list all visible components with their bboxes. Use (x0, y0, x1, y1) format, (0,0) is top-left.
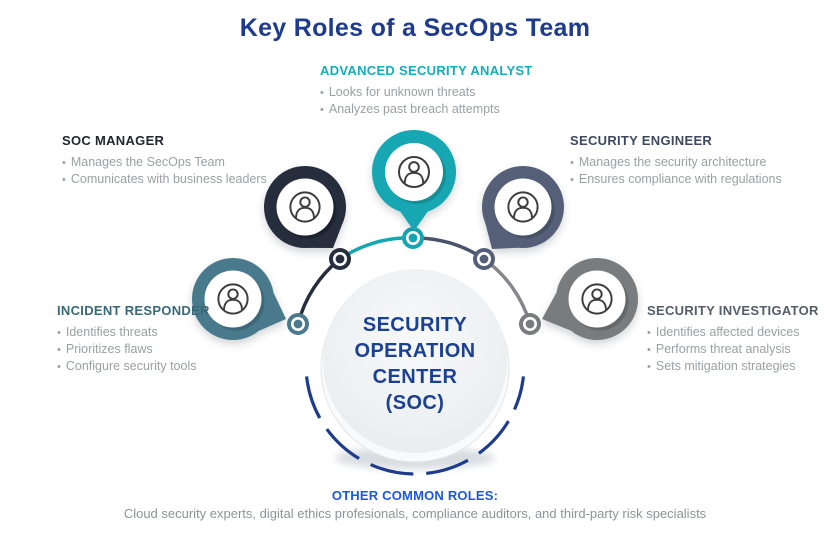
soc-center-line: CENTER (372, 366, 458, 388)
role-label: INCIDENT RESPONDER (57, 303, 210, 318)
role-block-incident-responder (57, 303, 277, 375)
role-bullet: • Performs threat analysis (647, 341, 827, 358)
role-bullet-list (647, 324, 827, 375)
role-label: SECURITY INVESTIGATOR (647, 303, 819, 318)
role-bullet: • Manages the SecOps Team (62, 154, 312, 171)
ring-node-security-engineer (473, 248, 495, 270)
role-bullet: • Configure security tools (57, 358, 277, 375)
role-bullet: • Sets mitigation strategies (647, 358, 827, 375)
role-block-soc-manager (62, 133, 312, 188)
soc-center-line: SECURITY (362, 314, 468, 336)
ring-node-security-investigator (519, 313, 541, 335)
role-bullet: • Identifies threats (57, 324, 277, 341)
role-bullet-list (62, 154, 312, 188)
pin-advanced-security-analyst (372, 130, 456, 231)
role-block-security-engineer (570, 133, 820, 188)
role-bullet: • Comunicates with business leaders (62, 171, 312, 188)
role-bullet: • Analyzes past breach attempts (320, 101, 580, 118)
arc-segment-slate (413, 238, 484, 259)
role-block-security-investigator (647, 303, 827, 375)
role-bullet: • Ensures compliance with regulations (570, 171, 820, 188)
footer-text: Cloud security experts, digital ethics profesionals, compliance auditors, and third-party risk specialists (123, 506, 707, 521)
role-bullet: • Manages the security architecture (570, 154, 820, 171)
role-label: SECURITY ENGINEER (570, 133, 713, 148)
soc-center-line: (SOC) (385, 392, 445, 414)
soc-center-label (315, 312, 515, 416)
ring-node-advanced-security-analyst (402, 227, 424, 249)
role-label: SOC MANAGER (62, 133, 165, 148)
soc-center-line: OPERATION (354, 340, 476, 362)
role-label: ADVANCED SECURITY ANALYST (320, 63, 533, 78)
page-title: Key Roles of a SecOps Team (239, 14, 591, 42)
pin-security-engineer (482, 166, 564, 249)
ring-node-incident-responder (287, 313, 309, 335)
pin-security-investigator (542, 258, 638, 340)
role-bullet: • Identifies affected devices (647, 324, 827, 341)
role-bullet-list (57, 324, 277, 375)
role-block-advanced-security-analyst (320, 63, 580, 118)
footer-heading: OTHER COMMON ROLES: (331, 488, 499, 503)
role-bullet: • Prioritizes flaws (57, 341, 277, 358)
ring-node-soc-manager (329, 248, 351, 270)
arc-segment-teal (340, 238, 413, 259)
role-bullet-list (320, 84, 580, 118)
role-bullet-list (570, 154, 820, 188)
role-bullet: • Looks for unknown threats (320, 84, 580, 101)
